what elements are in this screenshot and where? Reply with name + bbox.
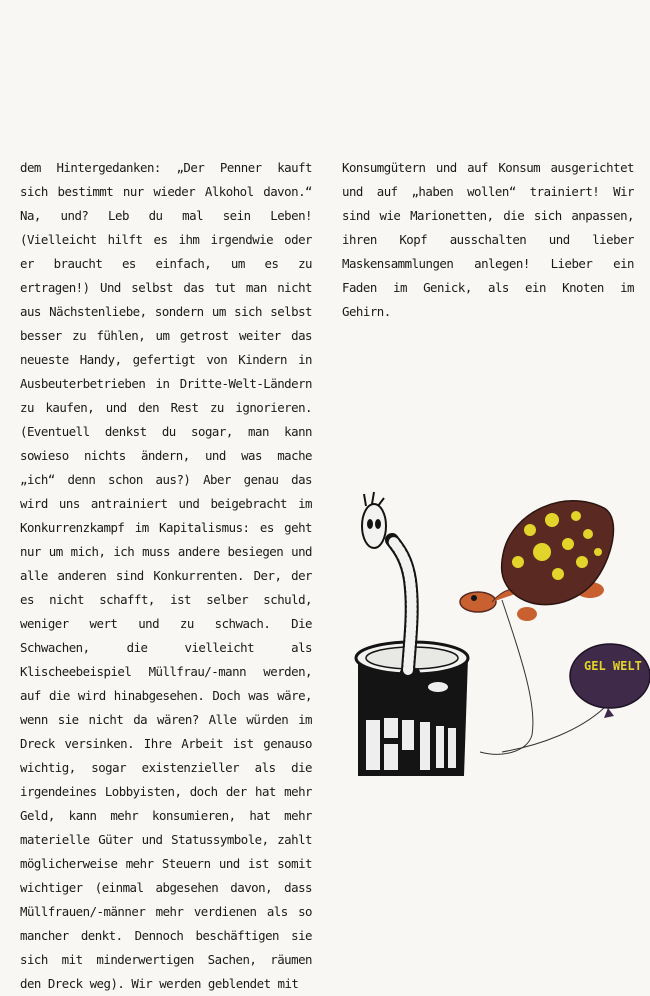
right-text-column: Konsumgütern und auf Konsum ausgerichtet und auf „haben wollen“ trainiert! Wir sind wie Marionetten, die sich anpassen, ihren Kopf ausschalten und lieber Maskensammlungen anlegen! Lieber ein Faden im Genick, als ein Knoten im Gehirn. xyxy=(342,160,634,319)
illustration xyxy=(352,490,650,782)
balloon-text: GEL WELT xyxy=(584,659,642,673)
left-text-column: dem Hintergedanken: „Der Penner kauft sich bestimmt nur wieder Alkohol davon.“ Na, und? Leb du mal sein Leben! (Vielleicht hilft es ihm irgendwie oder er braucht es einfach, um es zu ertragen!) Und selbst das tut man nicht aus Nächstenliebe, sondern um sich selbst besser zu fühlen, um getrost weiter das neueste Handy, gefertigt von Kindern in Ausbeuterbetrieben in Dritte-Welt-Ländern zu kaufen, und den Rest zu ignorieren. (Eventuell denkst du sogar, man kann sowieso nichts ändern, und was mache „ich“ denn schon aus?) Aber genau das wird uns antrainiert und beigebracht im Konkurrenzkampf im Kapitalismus: es geht nur um mich, ich muss andere besiegen und alle anderen sind Konkurrenten. Der, der es nicht schafft, ist selber schuld, weniger wert und zu schwach. Die Schwachen, die vielleicht als Klischeebeispiel Müllfrau/-mann werden, auf die wird hinabgesehen. Doch was wäre, wenn sie nicht da wären? Alle würden im Dreck versinken. Ihre Arbeit ist genauso wichtig, sogar existenzieller als die irgendeines Lobbyisten, doch der hat mehr Geld, kann mehr konsumieren, hat mehr materielle Güter und Statussymbole, zahlt möglicherweise mehr Steuern und ist somit wichtiger (einmal abgesehen davon, dass Müllfrauen/-männer mehr verdienen als so mancher denkt. Dennoch beschäftigen sie sich mit minderwertigen Sachen, räumen den Dreck weg). Wir werden geblendet mit xyxy=(20,160,312,991)
turtle xyxy=(460,501,613,621)
balloon-string xyxy=(502,708,604,752)
balloon-string xyxy=(480,600,533,754)
balloon xyxy=(570,644,650,718)
